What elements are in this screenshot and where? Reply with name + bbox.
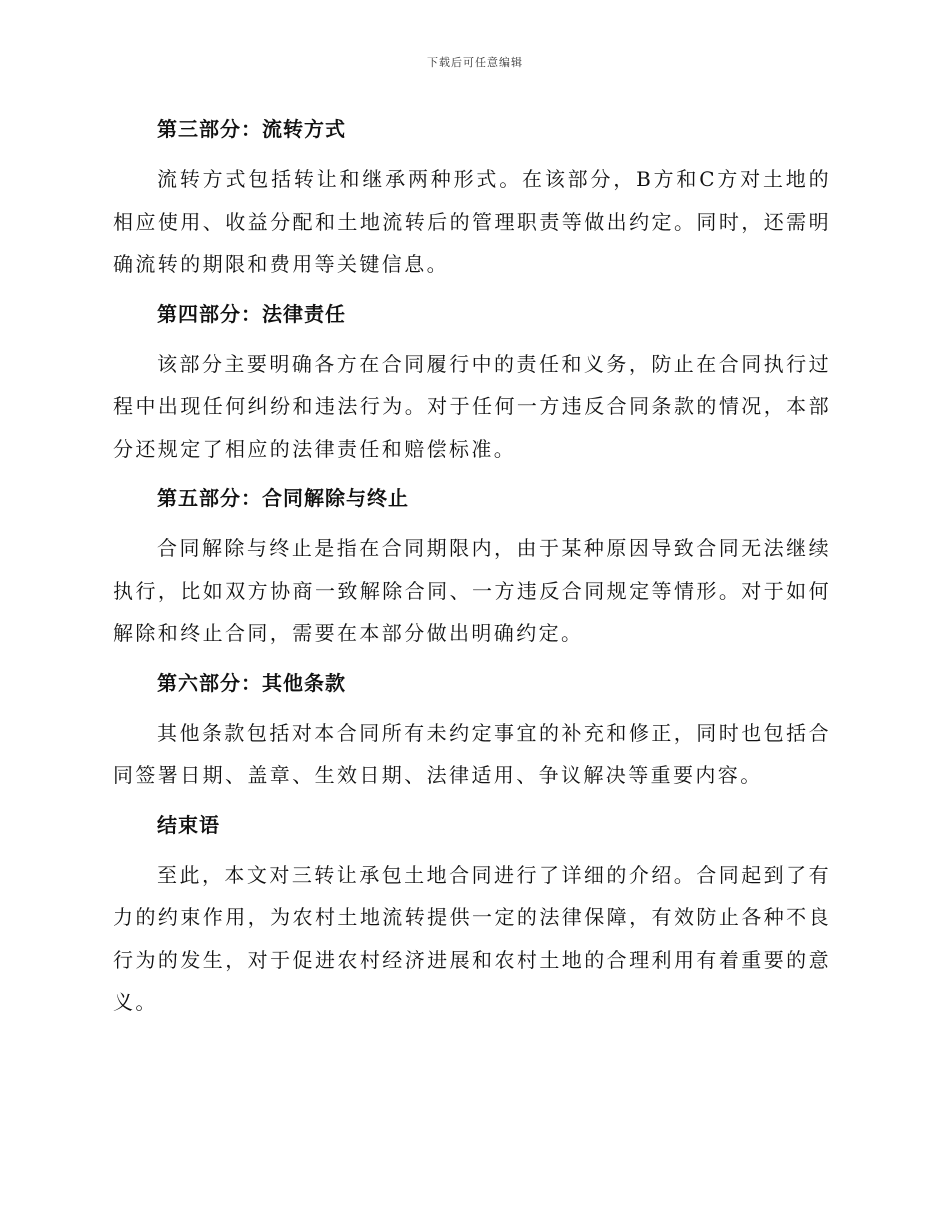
- section-heading-part-6: 第六部分：其他条款: [157, 670, 346, 695]
- section-paragraph-part-5: 合同解除与终止是指在合同期限内，由于某种原因导致合同无法继续执行，比如双方协商一致解除合同、一方违反合同规定等情形。对于如何解除和终止合同，需要在本部分做出明确约定。: [113, 536, 831, 645]
- section-paragraph-part-6: 其他条款包括对本合同所有未约定事宜的补充和修正，同时也包括合同签署日期、盖章、生效日期、法律适用、争议解决等重要内容。: [113, 720, 831, 787]
- section-heading-part-3: 第三部分：流转方式: [157, 117, 346, 141]
- section-heading-part-4: 第四部分：法律责任: [157, 301, 346, 326]
- section-paragraph-part-3: 流转方式包括转让和继承两种形式。在该部分，B方和C方对土地的相应使用、收益分配和土地流转后的管理职责等做出约定。同时，还需明确流转的期限和费用等关键信息。: [113, 167, 831, 276]
- section-heading-conclusion: 结束语: [157, 812, 220, 837]
- section-paragraph-conclusion: 至此，本文对三转让承包土地合同进行了详细的介绍。合同起到了有力的约束作用，为农村土地流转提供一定的法律保障，有效防止各种不良行为的发生，对于促进农村经济进展和农村土地的合理利用有着重要的意义。: [113, 862, 831, 1014]
- page-header: 下载后可任意编辑: [427, 56, 523, 69]
- section-heading-part-5: 第五部分：合同解除与终止: [157, 486, 409, 510]
- section-paragraph-part-4: 该部分主要明确各方在合同履行中的责任和义务，防止在合同执行过程中出现任何纠纷和违法行为。对于任何一方违反合同条款的情况，本部分还规定了相应的法律责任和赔偿标准。: [113, 351, 831, 461]
- document-body: [113, 108, 831, 1031]
